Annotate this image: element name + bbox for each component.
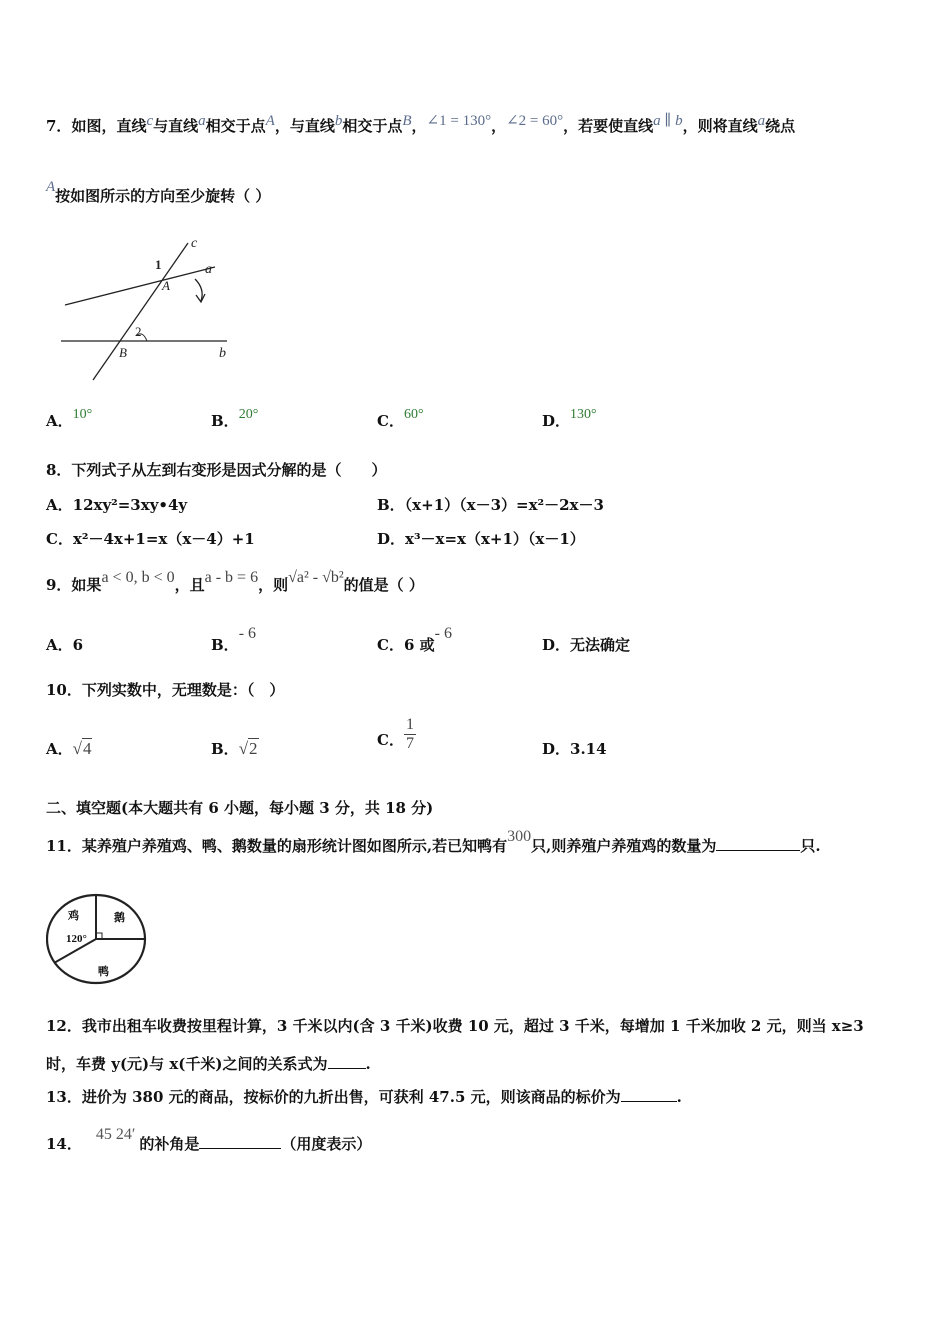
line-c: [93, 243, 188, 380]
q12-text: 时，车费 y(元)与 x(千米)之间的关系式为: [46, 1055, 328, 1073]
q7-line2: [46, 179, 271, 207]
numerator: 1: [405, 716, 414, 733]
q13-stem: [46, 1087, 682, 1107]
q8-option-a: A．12xy²=3xy•4y: [46, 496, 188, 514]
q9-option-c: [377, 625, 452, 655]
q7-var-a: a: [198, 113, 206, 129]
sqrt-2: √2: [238, 739, 258, 758]
q7-point-A: A: [46, 179, 56, 195]
q7-text: 绕点: [765, 117, 796, 135]
section-heading: 二、填空题(本大题共有 6 小题，每小题 3 分，共 18 分): [46, 799, 434, 817]
q11-text: 只.: [800, 837, 821, 855]
denominator: 7: [405, 735, 414, 752]
q7-line1: [46, 113, 796, 137]
option-label: A．: [46, 740, 73, 758]
q7-text: ，与直线: [274, 117, 335, 135]
q14-text: 14．: [46, 1135, 82, 1153]
q9-condition: a < 0, b < 0: [101, 569, 175, 586]
fig-label-b: b: [219, 346, 226, 361]
q8-option-d: D．x³－x=x（x+1）（x－1）: [377, 530, 585, 548]
q7-text: 如图，直线: [71, 117, 147, 135]
q12-line2: [46, 1054, 371, 1074]
option-label: A．: [46, 412, 73, 430]
option-value: 10°: [72, 407, 93, 422]
q7-option-d: [542, 407, 597, 431]
q10-option-d: D．3.14: [542, 740, 607, 758]
q11-pie-chart: [46, 893, 150, 989]
q8-stem: 8．下列式子从左到右变形是因式分解的是（ ）: [46, 461, 387, 479]
option-label: C．: [377, 730, 404, 749]
pie-label-chicken: 鸡: [68, 910, 79, 922]
q10-option-c: [377, 716, 416, 753]
q7-text: 按如图所示的方向至少旋转（ ）: [55, 187, 271, 205]
q7-angle1: ∠1 = 130°: [426, 113, 492, 129]
q7-angle2: ∠2 = 60°: [506, 113, 564, 129]
q11-answer-blank: [716, 836, 800, 851]
option-value: - 6: [434, 625, 452, 642]
option-value: - 6: [238, 625, 257, 642]
q7-var-a: a: [757, 113, 766, 129]
option-label: D．无法确定: [542, 636, 631, 654]
option-value: 20°: [238, 407, 259, 422]
q9-option-b: [211, 625, 257, 655]
q7-parallel: a ∥ b: [653, 113, 683, 129]
q7-point-B: B: [402, 113, 412, 129]
q7-text: ，: [411, 117, 427, 135]
q11-duck-count: 300: [507, 828, 532, 845]
arrowhead-icon: [196, 294, 205, 302]
q12-line1: 12．我市出租车收费按里程计算，3 千米以内(含 3 千米)收费 10 元，超过 3 千米，每增加 1 千米加收 2 元，则当 x≥3: [46, 1017, 864, 1035]
fig-label-2: 2: [135, 324, 142, 339]
q7-text: ，则将直线: [682, 117, 758, 135]
q14-angle: 45 24′: [95, 1126, 136, 1143]
radicand: 2: [249, 739, 258, 758]
q7-option-b: [211, 407, 259, 431]
q12-text: .: [365, 1055, 371, 1073]
q9-text: ，且: [174, 576, 205, 594]
q10-option-a: [46, 738, 92, 759]
q7-var-b: b: [334, 113, 343, 129]
q7-option-c: [377, 407, 424, 431]
q9-text: 的值是（ ）: [343, 576, 424, 594]
pie-label-goose: 鹅: [114, 912, 125, 924]
q9-equation: a - b = 6: [204, 569, 259, 586]
q7-text: 相交于点: [205, 117, 266, 135]
q9-expression: √a² - √b²: [288, 569, 344, 586]
q7-text: 相交于点: [342, 117, 403, 135]
q7-point-A: A: [265, 113, 275, 129]
q9-option-d: [542, 634, 630, 655]
q12-answer-blank: [328, 1054, 366, 1069]
fraction-1-7: [404, 716, 416, 753]
q7-option-a: [46, 407, 93, 431]
q7-var-c: c: [146, 113, 154, 129]
q10-option-b: [211, 738, 259, 759]
option-label: A．6: [46, 636, 84, 654]
q9-option-a: [46, 634, 83, 655]
sqrt-4: √4: [72, 739, 92, 758]
option-label: C．: [377, 412, 404, 430]
q8-option-b: B．（x+1）（x－3）=x²－2x－3: [377, 496, 604, 514]
q7-text: 与直线: [153, 117, 199, 135]
q7-number: 7．: [46, 117, 72, 135]
q14-text: （用度表示）: [281, 1135, 372, 1153]
q11-text: 只,则养殖户养殖鸡的数量为: [531, 837, 717, 855]
fig-label-A: A: [162, 278, 170, 293]
radicand: 4: [82, 739, 92, 758]
fig-label-B: B: [119, 345, 127, 360]
fig-label-c: c: [191, 236, 198, 251]
option-label: B．: [211, 636, 239, 654]
q7-text: ，: [491, 117, 507, 135]
pie-label-angle: 120°: [66, 933, 87, 945]
line-a: [65, 267, 215, 305]
q9-text: ，则: [258, 576, 289, 594]
option-label: B．: [211, 740, 239, 758]
fig-label-a: a: [205, 262, 212, 277]
q10-stem: 10．下列实数中，无理数是：（ ）: [46, 681, 285, 699]
q8-option-c: C．x²－4x+1=x（x－4）+1: [46, 530, 255, 548]
option-value: 60°: [403, 407, 424, 422]
q14-text: 的补角是: [139, 1135, 200, 1153]
option-label: B．: [211, 412, 239, 430]
q7-text: ，若要使直线: [563, 117, 654, 135]
q9-stem: [46, 569, 424, 596]
fig-label-1: 1: [155, 257, 162, 272]
pie-label-duck: 鸭: [98, 966, 109, 978]
option-label: D．: [542, 412, 571, 430]
q11-stem: [46, 828, 821, 857]
option-label: C．6 或: [377, 636, 435, 654]
q14-stem: [46, 1126, 372, 1155]
option-value: 130°: [570, 407, 597, 422]
q11-text: 11．某养殖户养殖鸡、鸭、鹅数量的扇形统计图如图所示,若已知鸭有: [46, 837, 508, 855]
q13-answer-blank: [621, 1087, 677, 1102]
q9-text: 9．如果: [46, 576, 102, 594]
q13-text: .: [676, 1088, 682, 1106]
q13-text: 13．进价为 380 元的商品，按标价的九折出售，可获利 47.5 元，则该商品的标价为: [46, 1088, 621, 1106]
q7-figure: [55, 235, 245, 385]
q14-answer-blank: [199, 1134, 281, 1149]
